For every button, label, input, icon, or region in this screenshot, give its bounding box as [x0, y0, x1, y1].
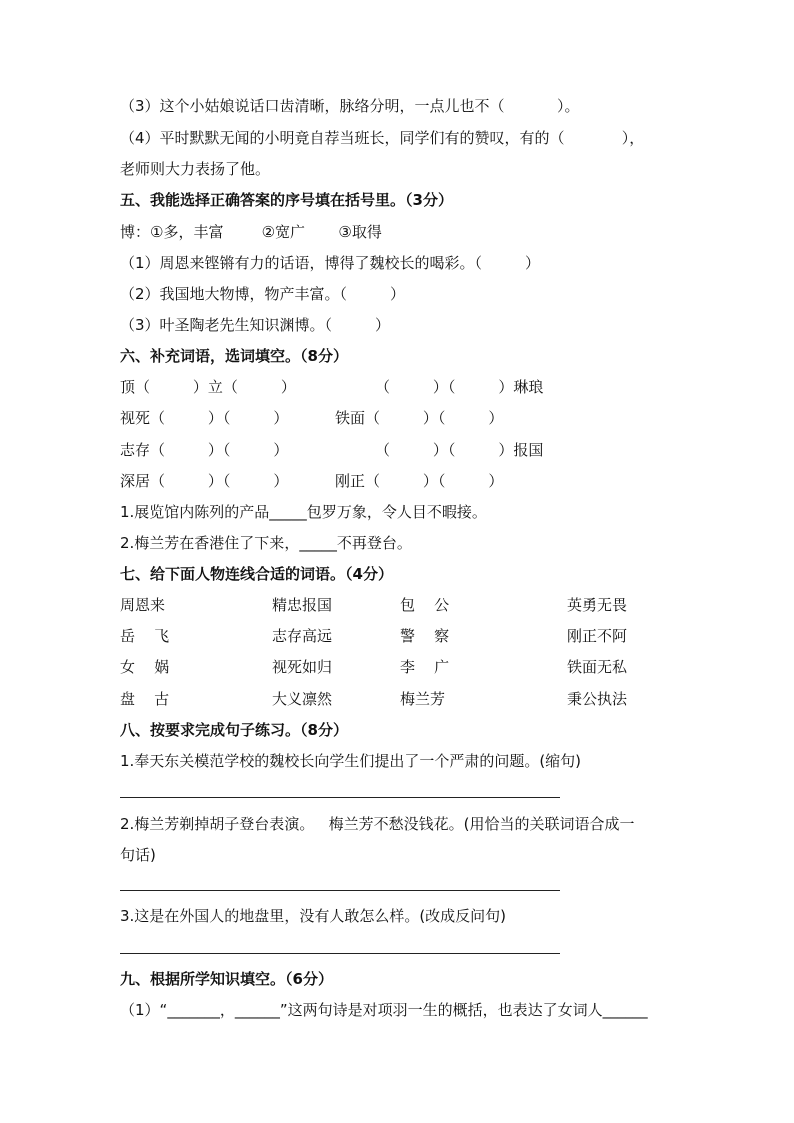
idiom-blank: 深居（ ）（ ） [120, 472, 289, 490]
idiom-blank: 铁面（ ）（ ） [335, 409, 504, 427]
question-8-1: 1.奉天东关模范学校的魏校长向学生们提出了一个严肃的问题。(缩句) [120, 752, 582, 770]
person-name: 警 察 [400, 627, 450, 645]
question-5-3: （3）叶圣陶老先生知识渊博。（ ） [120, 316, 390, 334]
question-5-2: （2）我国地大物博，物产丰富。（ ） [120, 285, 405, 303]
person-name: 女 娲 [120, 658, 170, 676]
answer-line [120, 953, 560, 954]
section-5-definition: 博：①多，丰富 ②宽广 ③取得 [120, 223, 382, 241]
phrase: 秉公执法 [567, 690, 628, 708]
person-name: 盘 古 [120, 690, 170, 708]
phrase: 大义凛然 [272, 690, 333, 708]
idiom-blank: 刚正（ ）（ ） [335, 472, 504, 490]
person-name: 周恩来 [120, 596, 166, 614]
question-8-2-line1: 2.梅兰芳剃掉胡子登台表演。 梅兰芳不愁没钱花。(用恰当的关联词语合成一 [120, 815, 635, 833]
answer-line [120, 797, 560, 798]
person-name: 岳 飞 [120, 627, 170, 645]
section-8-title: 八、按要求完成句子练习。（8分） [120, 721, 348, 739]
phrase: 英勇无畏 [567, 596, 628, 614]
question-4-4-line2: 老师则大力表扬了他。 [120, 160, 271, 178]
section-6-title: 六、补充词语，选词填空。（8分） [120, 347, 348, 365]
question-9-1: （1）“_______，______”这两句诗是对项羽一生的概括，也表达了女词人______ [120, 1001, 648, 1019]
question-4-3: （3）这个小姑娘说话口齿清晰，脉络分明，一点儿也不（ ）。 [120, 97, 580, 115]
question-5-1: （1）周恩来铿锵有力的话语，博得了魏校长的喝彩。（ ） [120, 254, 540, 272]
person-name: 李 广 [400, 658, 450, 676]
person-name: 包 公 [400, 596, 450, 614]
question-8-2-line2: 句话) [120, 846, 156, 864]
phrase: 刚正不阿 [567, 627, 628, 645]
person-name: 梅兰芳 [400, 690, 446, 708]
phrase: 志存高远 [272, 627, 333, 645]
idiom-blank: （ ）（ ）琳琅 [375, 378, 544, 396]
idiom-blank: 视死（ ）（ ） [120, 409, 289, 427]
phrase: 视死如归 [272, 658, 333, 676]
idiom-blank: 顶（ ）立（ ） [120, 378, 296, 396]
section-5-title: 五、我能选择正确答案的序号填在括号里。（3分） [120, 191, 453, 209]
fill-sentence-1: 1.展览馆内陈列的产品_____包罗万象，令人目不暇接。 [120, 503, 487, 521]
section-9-title: 九、根据所学知识填空。（6分） [120, 970, 333, 988]
answer-line [120, 890, 560, 891]
phrase: 铁面无私 [567, 658, 628, 676]
question-8-3: 3.这是在外国人的地盘里，没有人敢怎么样。(改成反问句) [120, 907, 507, 925]
question-4-4-line1: （4）平时默默无闻的小明竟自荐当班长，同学们有的赞叹，有的（ ）， [120, 129, 645, 147]
fill-sentence-2: 2.梅兰芳在香港住了下来，_____不再登台。 [120, 534, 412, 552]
idiom-blank: 志存（ ）（ ） [120, 441, 289, 459]
phrase: 精忠报国 [272, 596, 333, 614]
idiom-blank: （ ）（ ）报国 [375, 441, 544, 459]
section-7-title: 七、给下面人物连线合适的词语。（4分） [120, 565, 393, 583]
